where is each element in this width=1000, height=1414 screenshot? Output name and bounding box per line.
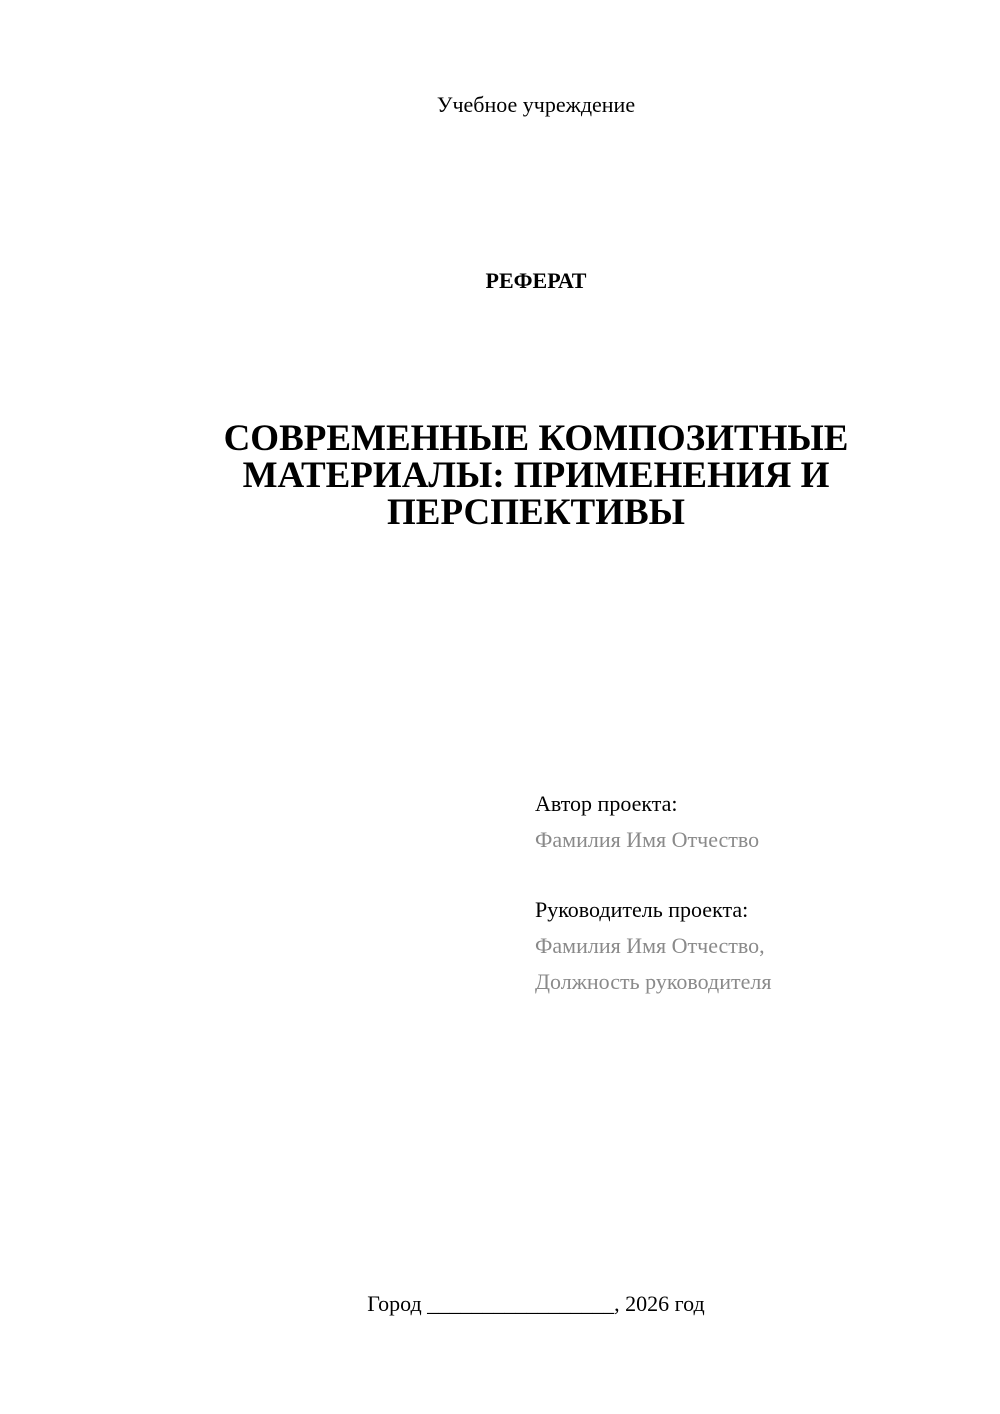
city-year-line: Город _________________, 2026 год	[367, 1291, 705, 1316]
author-name-placeholder: Фамилия Имя Отчество	[535, 827, 760, 852]
title-line-1: СОВРЕМЕННЫЕ КОМПОЗИТНЫЕ	[223, 418, 849, 459]
document-type: РЕФЕРАТ	[485, 268, 587, 293]
title-line-3: ПЕРСПЕКТИВЫ	[387, 492, 685, 533]
supervisor-name-placeholder: Фамилия Имя Отчество,	[535, 933, 765, 958]
supervisor-position-placeholder: Должность руководителя	[535, 969, 772, 994]
supervisor-block	[535, 892, 771, 1000]
author-block	[535, 786, 759, 858]
supervisor-label: Руководитель проекта:	[535, 897, 749, 922]
document-title	[200, 420, 872, 531]
title-line-2: МАТЕРИАЛЫ: ПРИМЕНЕНИЯ И	[242, 455, 830, 496]
author-label: Автор проекта:	[535, 791, 678, 816]
institution-name: Учебное учреждение	[436, 92, 636, 117]
